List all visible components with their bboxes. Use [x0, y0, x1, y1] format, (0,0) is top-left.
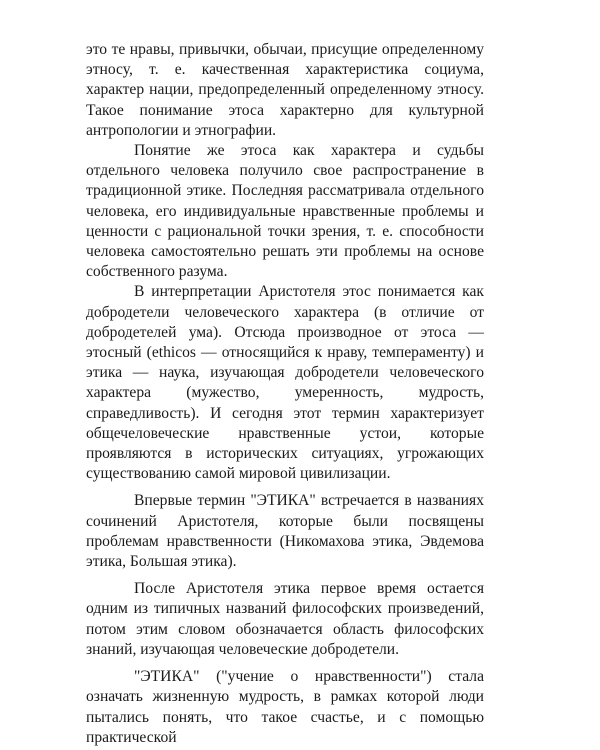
paragraph-4: Впервые термин "ЭТИКА" встречается в названиях сочинений Аристотеля, которые были посвящены проблемам нравственности (Никомахова этика, Эвдемова этика, Большая этика).	[86, 492, 484, 571]
paragraph-2: Понятие же этоса как характера и судьбы отдельного человека получило свое распространение в традиционной этике. Последняя рассматривала отдельного человека, его индивидуальные нравственные проблемы и ценности с рациональной точки зрения, т. е. способности человека самостоятельно решать эти проблемы на основе собственного разума.	[86, 142, 484, 281]
paragraph-3: В интерпретации Аристотеля этос понимается как добродетели человеческого характера (в отличие от добродетелей ума). Отсюда производное от этоса — этосный (ethicos — относящийся к нраву, темпераменту) и этика — наука, изучающая добродетели человеческого характера (мужество, умеренность, мудрость, справедливость). И сегодня этот термин характеризует общечеловеческие нравственные устои, которые проявляются в исторических ситуациях, угрожающих существованию самой мировой цивилизации.	[86, 283, 484, 483]
paragraph-6: "ЭТИКА" ("учение о нравственности") стала означать жизненную мудрость, в рамках которой люди пытались понять, что такое счастье, и с помощью практической	[86, 668, 484, 746]
document-page	[86, 40, 484, 748]
paragraph-1: это те нравы, привычки, обычаи, присущие определенному этносу, т. е. качественная характеристика социума, характер нации, предопределенный определенному этносу. Такое понимание этоса характерно для культурной антропологии и этнографии.	[86, 41, 484, 139]
paragraph-5: После Аристотеля этика первое время остается одним из типичных названий философских произведений, потом этим словом обозначается область философских знаний, изучающая человеческие добродетели.	[86, 580, 484, 658]
